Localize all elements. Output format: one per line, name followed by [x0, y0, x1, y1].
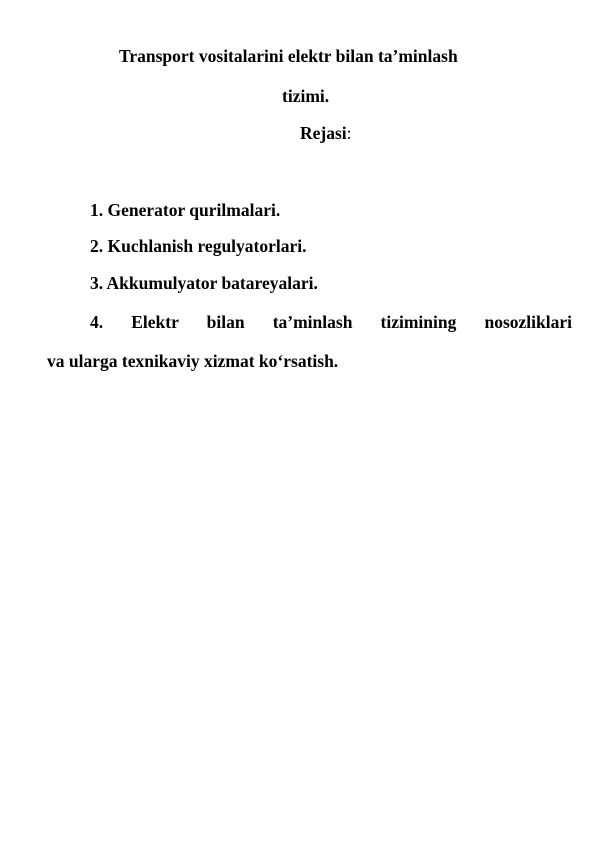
- plan-item-4-line-1: 4. Elektr bilan ta’minlash tizimining nosozliklari: [90, 312, 572, 332]
- plan-item-3: 3. Akkumulyator batareyalari.: [90, 273, 318, 293]
- plan-item-2: 2. Kuchlanish regulyatorlari.: [90, 236, 307, 256]
- plan-item-4-line-2: va ularga texnikaviy xizmat ko‘rsatish.: [47, 351, 339, 371]
- plan-item-1: 1. Generator qurilmalari.: [90, 200, 281, 220]
- document-title-line-1: Transport vositalarini elektr bilan ta’minlash: [119, 46, 458, 66]
- plan-heading-label: Rejasi: [300, 123, 347, 143]
- plan-heading: [300, 122, 352, 144]
- plan-heading-colon: :: [346, 123, 352, 143]
- document-title-line-2: tizimi.: [282, 86, 330, 106]
